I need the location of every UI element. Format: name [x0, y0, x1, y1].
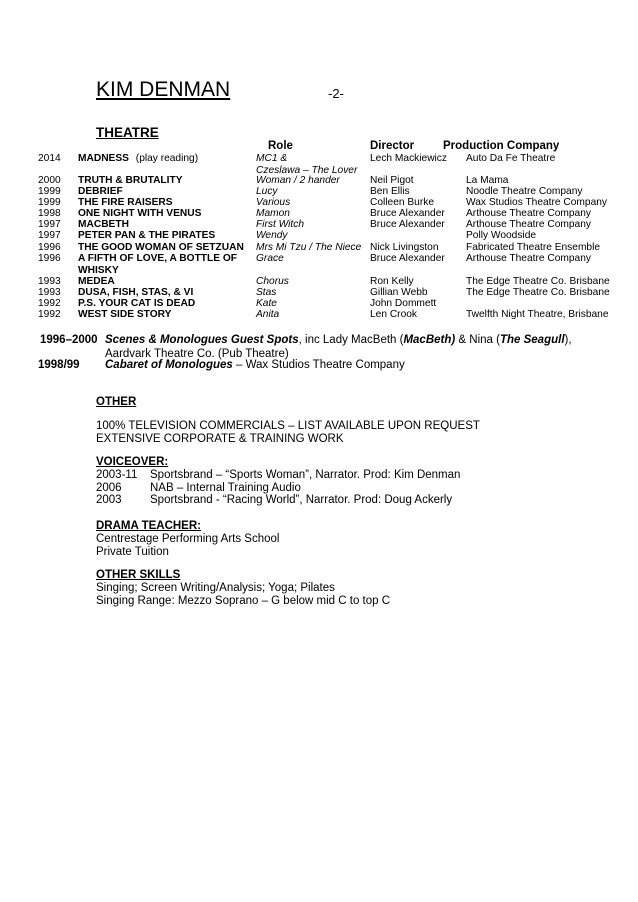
drama-teacher-line: Centrestage Performing Arts School	[96, 533, 280, 545]
row-title	[78, 253, 254, 276]
row-role: Lucy	[256, 186, 278, 197]
row-role: Chorus	[256, 276, 289, 287]
row-company: Fabricated Theatre Ensemble	[466, 242, 601, 253]
drama-teacher-line: Private Tuition	[96, 546, 169, 558]
voiceover-heading: VOICEOVER:	[96, 456, 169, 468]
special-play: MacBeth)	[403, 334, 456, 346]
row-company: Arthouse Theatre Company	[466, 208, 591, 219]
other-skills-heading: OTHER SKILLS	[96, 569, 181, 581]
special-entry	[0, 333, 638, 347]
row-title: DUSA, FISH, STAS, & VI	[78, 287, 194, 298]
row-year: 1992	[38, 298, 61, 309]
row-title-text: MADNESS	[78, 153, 129, 164]
row-company: Wax Studios Theatre Company	[466, 197, 607, 208]
other-skills-line: Singing; Screen Writing/Analysis; Yoga; Pilates	[96, 582, 335, 594]
row-year: 1992	[38, 309, 61, 320]
special-line2: Aardvark Theatre Co. (Pub Theatre)	[105, 348, 289, 360]
row-year: 1996	[38, 242, 61, 253]
row-director: Len Crook	[370, 309, 418, 320]
row-title: PETER PAN & THE PIRATES	[78, 230, 216, 241]
special-year: 1996–2000	[40, 334, 98, 346]
special-detail: – Wax Studios Theatre Company	[232, 359, 405, 371]
row-company: Auto Da Fe Theatre	[466, 153, 556, 164]
voiceover-year: 2003-11	[96, 469, 138, 481]
row-role: Wendy	[256, 230, 288, 241]
voiceover-year: 2003	[96, 494, 122, 506]
row-title-note: (play reading)	[135, 153, 199, 164]
special-entry	[0, 358, 638, 372]
row-company: The Edge Theatre Co. Brisbane	[466, 276, 610, 287]
special-year: 1998/99	[38, 359, 80, 371]
other-line: 100% TELEVISION COMMERCIALS – LIST AVAILABLE UPON REQUEST	[96, 420, 480, 432]
row-title-line: A FIFTH OF LOVE, A BOTTLE OF	[78, 253, 238, 264]
column-header-director: Director	[370, 140, 415, 152]
row-company: Arthouse Theatre Company	[466, 253, 591, 264]
page-number: -2-	[328, 86, 344, 101]
column-header-role: Role	[268, 140, 293, 152]
row-title: ONE NIGHT WITH VENUS	[78, 208, 202, 219]
special-detail: & Nina (	[455, 334, 500, 346]
row-year: 2014	[38, 153, 61, 164]
row-year: 1998	[38, 208, 61, 219]
row-role: Woman / 2 hander	[256, 175, 340, 186]
row-director: Neil Pigot	[370, 175, 414, 186]
row-director: Nick Livingston	[370, 242, 439, 253]
row-year: 1999	[38, 197, 61, 208]
drama-teacher-heading: DRAMA TEACHER:	[96, 520, 201, 532]
row-title: MACBETH	[78, 219, 129, 230]
row-role	[256, 153, 368, 176]
special-detail: , inc Lady MacBeth (	[298, 334, 404, 346]
row-director: John Dommett	[370, 298, 437, 309]
row-title: THE FIRE RAISERS	[78, 197, 173, 208]
row-title: P.S. YOUR CAT IS DEAD	[78, 298, 196, 309]
voiceover-text: Sportsbrand – “Sports Woman”, Narrator. Prod: Kim Denman	[150, 469, 461, 481]
row-title: TRUTH & BRUTALITY	[78, 175, 183, 186]
row-year: 1996	[38, 253, 61, 264]
special-title: Cabaret of Monologues	[105, 359, 233, 371]
special-title: Scenes & Monologues Guest Spots	[105, 334, 299, 346]
other-heading: OTHER	[96, 396, 137, 408]
row-year: 1997	[38, 230, 61, 241]
row-role: Grace	[256, 253, 284, 264]
row-company: Noodle Theatre Company	[466, 186, 583, 197]
voiceover-text: Sportsbrand - “Racing World”, Narrator. Prod: Doug Ackerly	[150, 494, 453, 506]
row-title: MEDEA	[78, 276, 115, 287]
row-company: Twelfth Night Theatre, Brisbane	[466, 309, 609, 320]
row-director: Ron Kelly	[370, 276, 414, 287]
special-detail: ),	[564, 334, 572, 346]
row-title: DEBRIEF	[78, 186, 123, 197]
row-role: Mrs Mi Tzu / The Niece	[256, 242, 362, 253]
row-company: La Mama	[466, 175, 509, 186]
voiceover-text: NAB – Internal Training Audio	[150, 482, 301, 494]
row-company: Polly Woodside	[466, 230, 537, 241]
row-role: Anita	[256, 309, 280, 320]
row-role: Various	[256, 197, 291, 208]
row-director: Bruce Alexander	[370, 253, 445, 264]
column-header-company: Production Company	[443, 140, 560, 152]
other-line: EXTENSIVE CORPORATE & TRAINING WORK	[96, 433, 344, 445]
row-director: Colleen Burke	[370, 197, 434, 208]
row-director: Ben Ellis	[370, 186, 410, 197]
row-director: Lech Mackiewicz	[370, 153, 447, 164]
row-year: 2000	[38, 175, 61, 186]
row-title	[78, 153, 254, 165]
row-year: 1993	[38, 276, 61, 287]
special-play: The Seagull	[499, 334, 565, 346]
row-role: Kate	[256, 298, 277, 309]
special-text	[105, 333, 572, 347]
row-title: THE GOOD WOMAN OF SETZUAN	[78, 242, 244, 253]
row-director: Bruce Alexander	[370, 219, 445, 230]
voiceover-year: 2006	[96, 482, 122, 494]
row-director: Gillian Webb	[370, 287, 428, 298]
row-title: WEST SIDE STORY	[78, 309, 172, 320]
row-director: Bruce Alexander	[370, 208, 445, 219]
row-year: 1993	[38, 287, 61, 298]
row-title-line: WHISKY	[78, 264, 119, 276]
row-role: First Witch	[256, 219, 305, 230]
row-role: Stas	[256, 287, 277, 298]
row-year: 1997	[38, 219, 61, 230]
row-company: Arthouse Theatre Company	[466, 219, 591, 230]
theatre-heading: THEATRE	[96, 125, 159, 140]
row-role-line: Czeslawa – The Lover	[256, 164, 358, 176]
other-skills-line: Singing Range: Mezzo Soprano – G below mid C to top C	[96, 595, 391, 607]
row-role: Mamon	[256, 208, 290, 219]
row-company: The Edge Theatre Co. Brisbane	[466, 287, 610, 298]
special-text	[105, 358, 405, 372]
page-title: KIM DENMAN	[96, 78, 231, 101]
row-role-line: MC1 &	[256, 153, 288, 164]
row-year: 1999	[38, 186, 61, 197]
